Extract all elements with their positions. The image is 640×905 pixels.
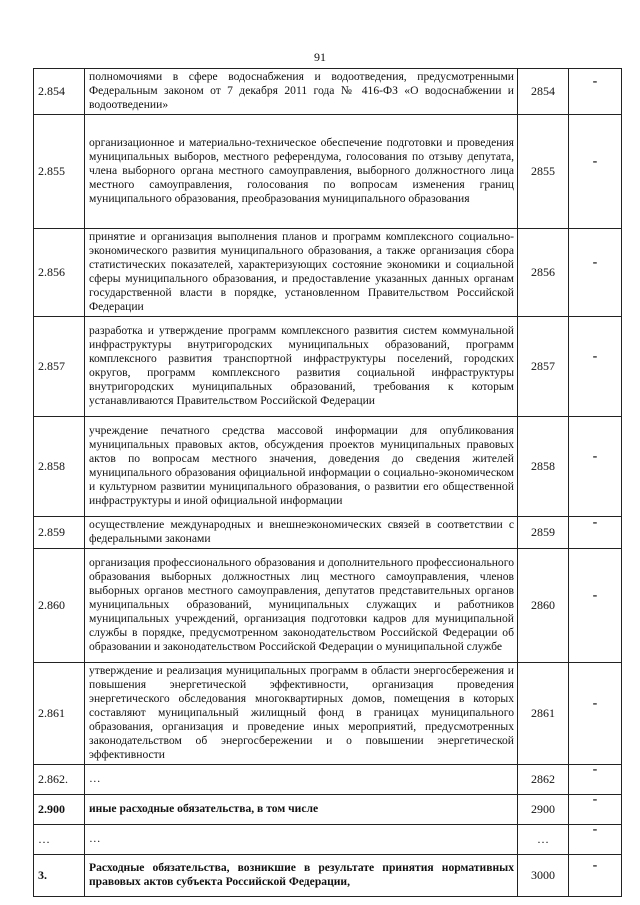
row-code: 2855 — [518, 115, 569, 229]
table-row — [34, 855, 622, 897]
row-text: организация профессионального образования и дополнительного профессионального образования выборных должностных лиц местного самоуправления, членов выборных органов местного самоуправления, депутатов представительных органов муниципальных образований, муниципальных служащих и работников муниципальных учреждений, организация подготовки кадров для муниципальной службы в порядке, предусмотренном законодательством Российской Федерации об образовании и законодательством Российской Федерации о муниципальной службе — [85, 549, 518, 663]
row-number: 2.857 — [34, 317, 85, 417]
row-value-cell — [569, 821, 622, 855]
row-value-cell — [569, 317, 622, 417]
row-number: 2.859 — [34, 517, 85, 549]
row-code: 2857 — [518, 317, 569, 417]
page-number: 91 — [314, 50, 326, 64]
row-text: организационное и материально-техническое обеспечение подготовки и проведения муниципальных выборов, местного референдума, голосования по отзыву депутата, члена выборного органа местного самоуправления, выборного должностного лица местного самоуправления, голосования по вопросам изменения границ муниципального образования, преобразования муниципального образования — [85, 115, 518, 229]
row-text: Расходные обязательства, возникшие в результате принятия нормативных правовых актов субъекта Российской Федерации, — [85, 855, 518, 897]
row-value-cell — [569, 791, 622, 825]
row-text: принятие и организация выполнения планов и программ комплексного социально-экономического развития муниципального образования, а также организация сбора статистических показателей, характеризующих состояние экономики и социальной сферы муниципального образования, и предоставление указанных данных органам государственной власти в порядке, установленном Правительством Российской Федерации — [85, 229, 518, 317]
table-row — [34, 663, 622, 765]
table-row — [34, 549, 622, 663]
row-value-cell — [569, 229, 622, 317]
table-row — [34, 765, 622, 795]
table-row — [34, 115, 622, 229]
row-code: … — [518, 825, 569, 855]
row-number: 2.900 — [34, 795, 85, 825]
row-number: 2.856 — [34, 229, 85, 317]
row-text: утверждение и реализация муниципальных программ в области энергосбережения и повышения энергетической эффективности, организация проведения энергетического обследования многоквартирных домов, помещения в которых составляют муниципальный жилищный фонд в границах муниципального образования, организация и проведение иных мероприятий, предусмотренных законодательством об энергосбережении и о повышении энергетической эффективности — [85, 663, 518, 765]
row-value-cell — [569, 549, 622, 663]
obligations-table — [33, 68, 622, 897]
row-value: - — [592, 857, 598, 873]
row-value: - — [592, 448, 598, 464]
row-number: … — [34, 825, 85, 855]
row-code: 2859 — [518, 517, 569, 549]
table-row — [34, 317, 622, 417]
row-value: - — [592, 73, 598, 89]
row-number: 2.861 — [34, 663, 85, 765]
row-value: - — [592, 514, 598, 530]
table-row — [34, 229, 622, 317]
row-code: 2854 — [518, 69, 569, 115]
row-value: - — [592, 761, 598, 777]
row-value: - — [592, 153, 598, 169]
row-number: 2.862. — [34, 765, 85, 795]
row-value: - — [592, 587, 598, 603]
row-code: 2861 — [518, 663, 569, 765]
row-value-cell — [569, 417, 622, 517]
row-value-cell — [569, 663, 622, 765]
row-code: 2900 — [518, 795, 569, 825]
row-value: - — [592, 695, 598, 711]
table-row — [34, 417, 622, 517]
row-value-cell — [569, 514, 622, 549]
row-text: иные расходные обязательства, в том числе — [85, 795, 518, 825]
row-value-cell — [569, 69, 622, 115]
row-code: 2856 — [518, 229, 569, 317]
row-text: … — [85, 765, 518, 795]
table-row — [34, 795, 622, 825]
row-number: 2.855 — [34, 115, 85, 229]
row-code: 2858 — [518, 417, 569, 517]
row-code: 2862 — [518, 765, 569, 795]
row-value-cell — [569, 115, 622, 229]
row-number: 2.858 — [34, 417, 85, 517]
row-value: - — [592, 254, 598, 270]
table-row — [34, 69, 622, 115]
row-value-cell — [569, 761, 622, 795]
row-value: - — [592, 791, 598, 807]
row-text: полномочиями в сфере водоснабжения и водоотведения, предусмотренными Федеральным законом от 7 декабря 2011 года № 416-ФЗ «О водоснабжении и водоотведении» — [85, 69, 518, 115]
row-number: 2.854 — [34, 69, 85, 115]
row-value-cell — [569, 855, 622, 897]
row-number: 2.860 — [34, 549, 85, 663]
row-value: - — [592, 821, 598, 837]
row-text: осуществление международных и внешнеэкономических связей в соответствии с федеральными законами — [85, 517, 518, 549]
row-text: учреждение печатного средства массовой информации для опубликования муниципальных правовых актов, обсуждения проектов муниципальных правовых актов по вопросам местного значения, доведения до сведения жителей муниципального образования официальной информации о социально-экономическом и культурном развитии муниципального образования, о развитии его общественной инфраструктуры и иной официальной информации — [85, 417, 518, 517]
row-text: разработка и утверждение программ комплексного развития систем коммунальной инфраструктуры внутригородских муниципальных образований, программ комплексного развития транспортной инфраструктуры поселений, городских округов, программ комплексного развития социальной инфраструктуры внутригородских муниципальных образований, требования к которым устанавливаются Правительством Российской Федерации — [85, 317, 518, 417]
row-text: … — [85, 825, 518, 855]
row-number: 3. — [34, 855, 85, 897]
row-code: 3000 — [518, 855, 569, 897]
table-row — [34, 517, 622, 549]
table-row — [34, 825, 622, 855]
row-code: 2860 — [518, 549, 569, 663]
row-value: - — [592, 348, 598, 364]
